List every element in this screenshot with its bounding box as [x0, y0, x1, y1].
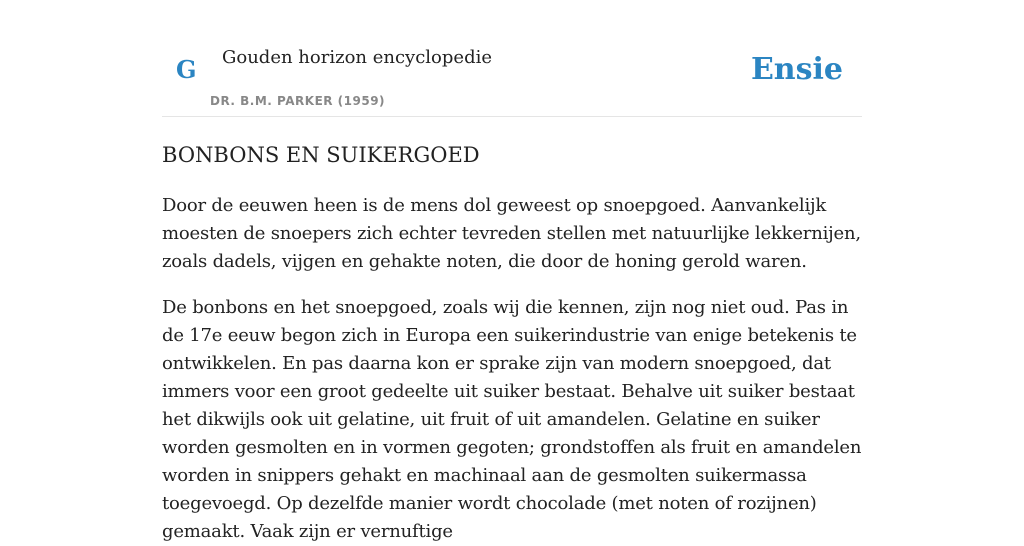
book-author: DR. B.M. PARKER (1959) [210, 94, 386, 108]
article-paragraph: Door de eeuwen heen is de mens dol geweest op snoepgoed. Aanvankelijk moesten de snoepers zich echter tevreden stellen met natuurlijke lekkernijen, zoals dadels, vijgen en gehakte noten, die door de honing gerold waren. [162, 195, 861, 272]
article-title: BONBONS EN SUIKERGOED [162, 143, 480, 167]
article-paragraph: De bonbons en het snoepgoed, zoals wij die kennen, zijn nog niet oud. Pas in de 17e eeuw begon zich in Europa een suikerindustrie van enige betekenis te ontwikkelen. En pas daarna kon er sprake zijn van modern snoepgoed, dat immers voor een groot gedeelte uit suiker bestaat. Behalve uit suiker bestaat het dikwijls ook uit gelatine, uit fruit of uit amandelen. Gelatine en suiker worden gesmolten en in vormen gegoten; grondstoffen als fruit en amandelen worden in snippers gehakt en machinaal aan de gesmolten suikermassa toegevoegd. Op dezelfde manier wordt chocolade (met noten of rozijnen) gemaakt. Vaak zijn er vernuftige [162, 297, 862, 542]
header [162, 0, 862, 117]
book-logo[interactable]: G [176, 55, 197, 84]
article [162, 138, 862, 546]
site-logo[interactable]: Ensie [750, 52, 843, 87]
book-title[interactable]: Gouden horizon encyclopedie [222, 47, 492, 68]
